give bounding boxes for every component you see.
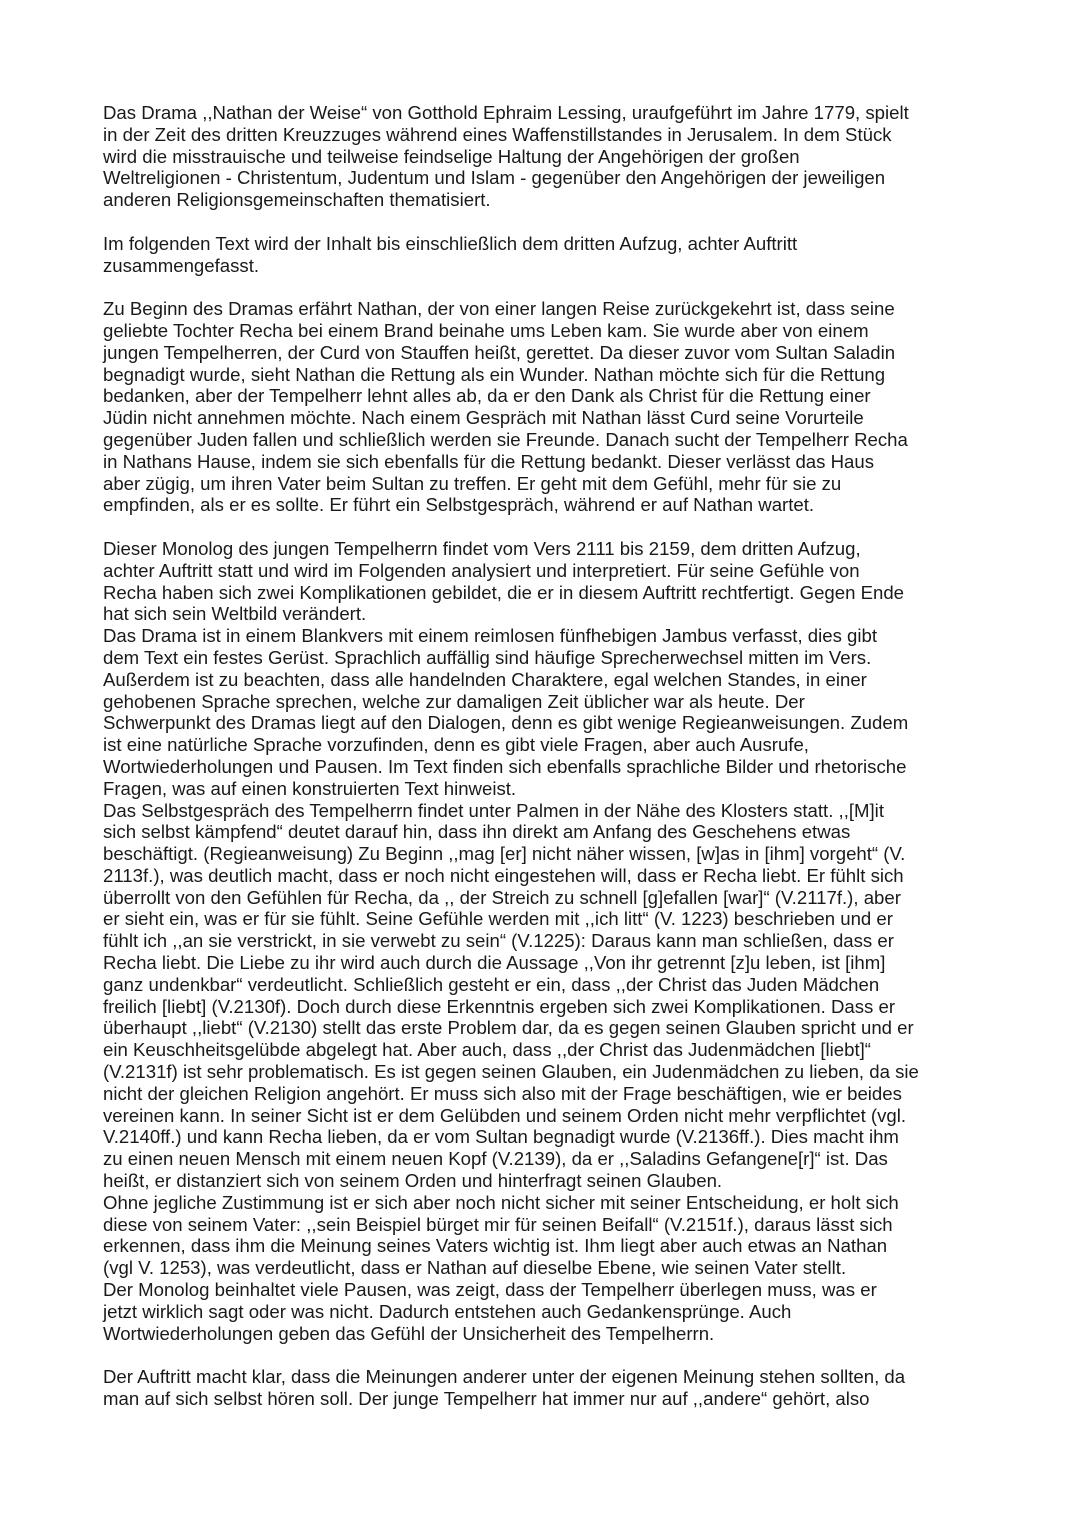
text-line: 2113f.), was deutlich macht, dass er noch nicht eingestehen will, dass er Recha liebt. Er fühlt sich [103,864,904,886]
text-line: Schwerpunkt des Dramas liegt auf den Dialogen, denn es gibt wenige Regieanweisungen. Zudem [103,712,909,734]
text-line: vereinen kann. In seiner Sicht ist er dem Gelübden und seinem Orden nicht mehr verpflichtet (vgl. [103,1104,907,1126]
text-line: Recha liebt. Die Liebe zu ihr wird auch durch die Aussage ,,Von ihr getrennt [z]u leben, ist [ihm] [103,952,886,974]
text-line: fühlt ich ,,an sie verstrickt, in sie verwebt zu sein“ (V.1225): Daraus kann man schließen, dass er [103,930,894,952]
text-line: dem Text ein festes Gerüst. Sprachlich auffällig sind häufige Sprecherwechsel mitten im Vers. [103,646,872,668]
text-line: ganz undenkbar“ verdeutlicht. Schließlich gesteht er ein, dass ,,der Christ das Juden Mädchen [103,973,880,995]
text-line: begnadigt wurde, sieht Nathan die Rettung als ein Wunder. Nathan möchte sich für die Rettung [103,363,886,385]
text-line: Der Auftritt macht klar, dass die Meinungen anderer unter der eigenen Meinung stehen sollten, da [103,1366,906,1388]
paragraph [103,1192,983,1279]
text-line: zusammengefasst. [103,254,260,276]
paragraph [103,625,983,799]
text-line: Das Selbstgespräch des Tempelherrn findet unter Palmen in der Nähe des Klosters statt. ,,[M]it [103,799,884,821]
text-line: Das Drama ,,Nathan der Weise“ von Gotthold Ephraim Lessing, uraufgeführt im Jahre 1779, spielt [103,102,909,123]
text-line: empfinden, als er es sollte. Er führt ein Selbstgespräch, während er auf Nathan wartet. [103,494,815,516]
text-line: achter Auftritt statt und wird im Folgenden analysiert und interpretiert. Für seine Gefühle von [103,559,860,581]
paragraph [103,1366,983,1410]
text-line: Wortwiederholungen und Pausen. Im Text finden sich ebenfalls sprachliche Bilder und rhetorische [103,755,907,777]
paragraph [103,102,983,211]
text-line: Im folgenden Text wird der Inhalt bis einschließlich dem dritten Aufzug, achter Auftritt [103,232,798,254]
text-line: Wortwiederholungen geben das Gefühl der Unsicherheit des Tempelherrn. [103,1322,715,1344]
text-line: freilich [liebt] (V.2130f). Doch durch diese Erkenntnis ergeben sich zwei Komplikationen. Dass er [103,995,896,1017]
text-line: Weltreligionen - Christentum, Judentum und Islam - gegenüber den Angehörigen der jeweiligen [103,167,886,189]
text-line: Fragen, was auf einen konstruierten Text hinweist. [103,777,517,799]
text-line: (vgl V. 1253), was verdeutlicht, dass er Nathan auf dieselbe Ebene, wie seinen Vater stellt. [103,1257,847,1279]
text-line: Zu Beginn des Dramas erfährt Nathan, der von einer langen Reise zurückgekehrt ist, dass seine [103,298,895,320]
text-line: diese von seinem Vater: ,,sein Beispiel bürget mir für seinen Beifall“ (V.2151f.), daraus lässt sich [103,1213,893,1235]
text-line: in Nathans Hause, indem sie sich ebenfalls für die Rettung bedankt. Dieser verlässt das Haus [103,450,875,472]
text-line: Recha haben sich zwei Komplikationen gebildet, die er in diesem Auftritt rechtfertigt. Gegen Ende [103,581,905,603]
text-line: in der Zeit des dritten Kreuzzuges während eines Waffenstillstandes in Jerusalem. In dem Stück [103,123,892,145]
text-line: sich selbst kämpfend“ deutet darauf hin, dass ihn direkt am Anfang des Geschehens etwas [103,821,851,843]
text-line: gehobenen Sprache sprechen, welche zur damaligen Zeit üblicher war als heute. Der [103,690,805,712]
text-line: ein Keuschheitsgelübde abgelegt hat. Aber auch, dass ,,der Christ das Judenmädchen [liebt]“ [103,1039,871,1061]
text-line: zu einen neuen Mensch mit einem neuen Kopf (V.2139), da er ,,Saladins Gefangene[r]“ ist. Das [103,1148,888,1170]
text-line: Dieser Monolog des jungen Tempelherrn findet vom Vers 2111 bis 2159, dem dritten Aufzug, [103,537,861,559]
document-page [103,102,983,1410]
text-line: Ohne jegliche Zustimmung ist er sich aber noch nicht sicher mit seiner Entscheidung, er holt sich [103,1191,899,1213]
text-line: jetzt wirklich sagt oder was nicht. Dadurch entstehen auch Gedankensprünge. Auch [103,1300,792,1322]
text-line: Jüdin nicht annehmen möchte. Nach einem Gespräch mit Nathan lässt Curd seine Vorurteile [103,407,864,429]
text-line: bedanken, aber der Tempelherr lehnt alles ab, da er den Dank als Christ für die Rettung einer [103,385,871,407]
text-line: erkennen, dass ihm die Meinung seines Vaters wichtig ist. Ihm liegt aber auch etwas an Nathan [103,1235,888,1257]
text-line: beschäftigt. (Regieanweisung) Zu Beginn ,,mag [er] nicht näher wissen, [w]as in [ihm] vorgeht“ (V. [103,843,906,865]
text-line: jungen Tempelherren, der Curd von Stauffen heißt, gerettet. Da dieser zuvor vom Sultan Saladin [103,341,896,363]
paragraph [103,1279,983,1344]
paragraph [103,233,983,277]
text-line: geliebte Tochter Recha bei einem Brand beinahe ums Leben kam. Sie wurde aber von einem [103,319,869,341]
text-line: Der Monolog beinhaltet viele Pausen, was zeigt, dass der Tempelherr überlegen muss, was er [103,1279,877,1301]
paragraph [103,538,983,625]
text-line: nicht der gleichen Religion angehört. Er muss sich also mit der Frage beschäftigen, wie er beides [103,1082,902,1104]
text-line: gegenüber Juden fallen und schließlich werden sie Freunde. Danach sucht der Tempelherr Recha [103,428,908,450]
text-line: V.2140ff.) und kann Recha lieben, da er vom Sultan begnadigt wurde (V.2136ff.). Dies macht ihm [103,1126,899,1148]
text-line: er sieht ein, was er für sie fühlt. Seine Gefühle werden mit ,,ich litt“ (V. 1223) beschrieben und er [103,908,893,930]
paragraph [103,298,983,516]
text-line: aber zügig, um ihren Vater beim Sultan zu treffen. Er geht mit dem Gefühl, mehr für sie zu [103,472,842,494]
text-line: überhaupt ,,liebt“ (V.2130) stellt das erste Problem dar, da es gegen seinen Glauben spricht und er [103,1017,914,1039]
text-line: wird die misstrauische und teilweise feindselige Haltung der Angehörigen der großen [103,145,800,167]
text-line: ist eine natürliche Sprache vorzufinden, denn es gibt viele Fragen, aber auch Ausrufe, [103,734,809,756]
text-line: (V.2131f) ist sehr problematisch. Es ist gegen seinen Glauben, ein Judenmädchen zu lieben, da sie [103,1061,919,1083]
text-line: Das Drama ist in einem Blankvers mit einem reimlosen fünfhebigen Jambus verfasst, dies gibt [103,625,878,647]
text-line: überrollt von den Gefühlen für Recha, da ,, der Streich zu schnell [g]efallen [war]“ (V.2117f.), aber [103,886,901,908]
text-line: anderen Religionsgemeinschaften thematisiert. [103,189,491,211]
paragraph [103,800,983,1192]
text-line: hat sich sein Weltbild verändert. [103,603,367,625]
text-line: heißt, er distanziert sich von seinem Orden und hinterfragt seinen Glauben. [103,1170,723,1192]
text-line: man auf sich selbst hören soll. Der junge Tempelherr hat immer nur auf ,,andere“ gehört, also [103,1388,870,1410]
text-line: Außerdem ist zu beachten, dass alle handelnden Charaktere, egal welchen Standes, in einer [103,668,867,690]
